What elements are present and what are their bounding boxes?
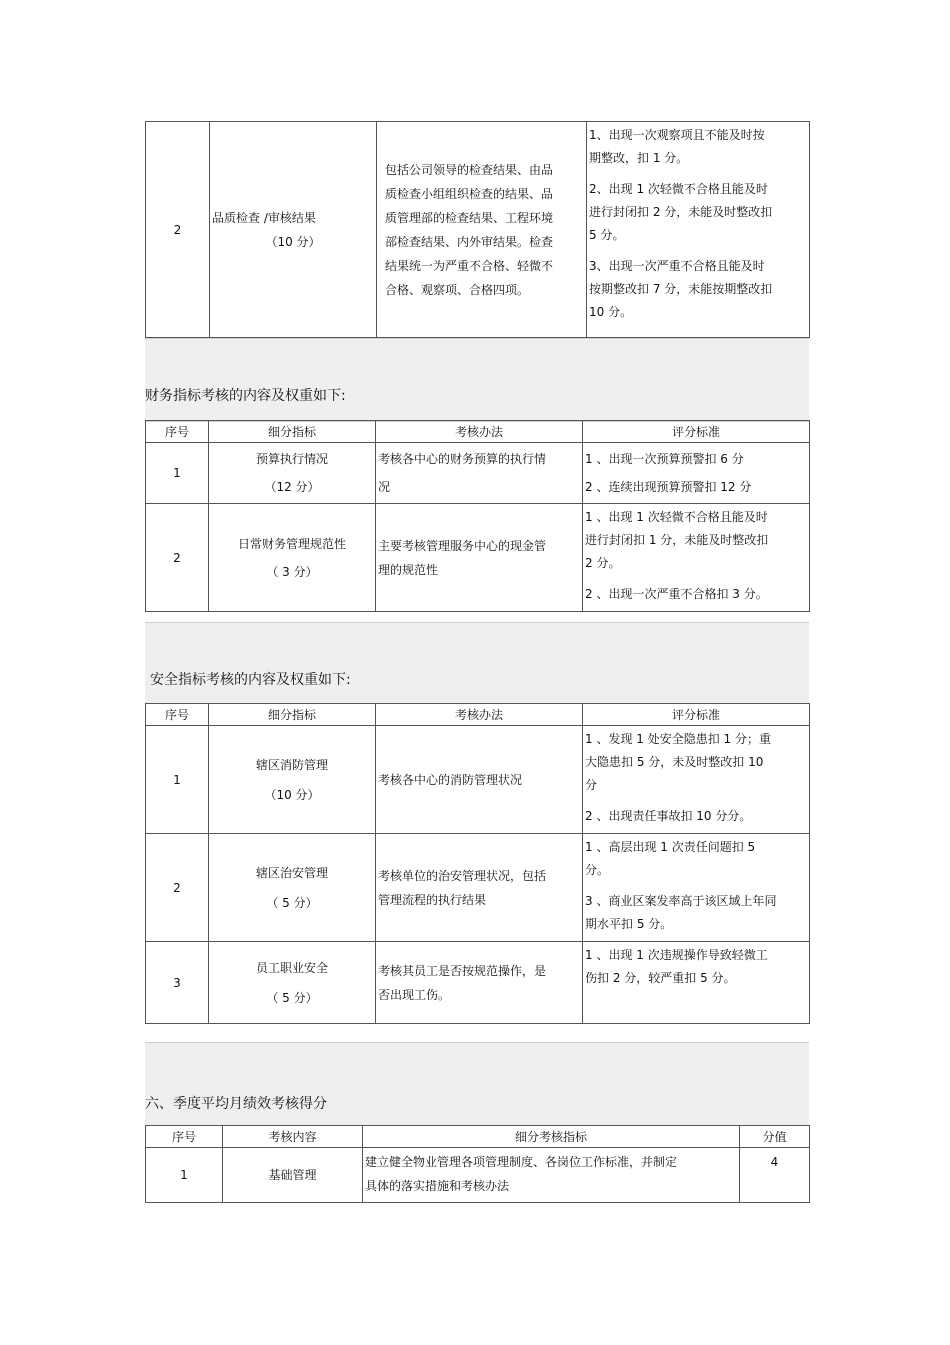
row-content: 基础管理	[223, 1148, 363, 1203]
row-item: 日常财务管理规范性 （ 3 分）	[209, 504, 376, 612]
row-item: 辖区消防管理 （10 分）	[209, 726, 376, 834]
row-method: 考核其员工是否按规范操作，是 否出现工伤。	[376, 942, 583, 1024]
safety-heading-band	[145, 622, 809, 704]
row-method: 考核各中心的财务预算的执行情 况	[376, 443, 583, 504]
finance-heading-band	[145, 338, 809, 422]
row-criteria: 1 、出现一次预算预警扣 6 分 2 、连续出现预算预警扣 12 分	[583, 443, 810, 504]
row-criteria: 1 、出现 1 次违规操作导致轻微工 伤扣 2 分，较严重扣 5 分。	[583, 942, 810, 1024]
quarter-heading: 六、季度平均月绩效考核得分	[145, 1096, 327, 1112]
row-method: 主要考核管理服务中心的现金管 理的规范性	[376, 504, 583, 612]
header-score: 分值	[740, 1126, 810, 1148]
row-no: 1	[146, 443, 209, 504]
row-score: 4	[740, 1148, 810, 1203]
quarter-table	[145, 1125, 810, 1203]
finance-heading: 财务指标考核的内容及权重如下:	[145, 388, 346, 404]
row-no: 2	[146, 122, 210, 338]
row-criteria: 1 、出现 1 次轻微不合格且能及时 进行封闭扣 1 分，未能及时整改扣 2 分。 2 、出现一次严重不合格扣 3 分。	[583, 504, 810, 612]
row-criteria: 1 、高层出现 1 次责任问题扣 5 分。 3 、商业区案发率高于该区域上年同 期水平扣 5 分。	[583, 834, 810, 942]
row-no: 3	[146, 942, 209, 1024]
table-row	[146, 942, 810, 1024]
row-no: 1	[146, 726, 209, 834]
header-item: 细分指标	[209, 421, 376, 443]
row-item: 辖区治安管理 （ 5 分）	[209, 834, 376, 942]
row-no: 2	[146, 834, 209, 942]
table-header-row	[146, 704, 810, 726]
header-item: 细分指标	[209, 704, 376, 726]
header-criteria: 评分标准	[583, 704, 810, 726]
row-item: 预算执行情况 （12 分）	[209, 443, 376, 504]
row-criteria: 1 、发现 1 处安全隐患扣 1 分；重 大隐患扣 5 分，未及时整改扣 10 分 2 、出现责任事故扣 10 分分。	[583, 726, 810, 834]
header-content: 考核内容	[223, 1126, 363, 1148]
row-method: 考核各中心的消防管理状况	[376, 726, 583, 834]
header-method: 考核办法	[376, 421, 583, 443]
table-row	[146, 726, 810, 834]
header-no: 序号	[146, 1126, 223, 1148]
quality-table	[145, 121, 810, 338]
header-no: 序号	[146, 704, 209, 726]
table-row	[146, 834, 810, 942]
quarter-heading-band	[145, 1042, 809, 1126]
row-criteria: 1、出现一次观察项且不能及时按 期整改，扣 1 分。 2、出现 1 次轻微不合格且能及时 进行封闭扣 2 分，未能及时整改扣 5 分。 3、出现一次严重不合格且能及时 按期整改扣 7 分，未能按期整改扣 10 分。	[587, 122, 810, 338]
table-row	[146, 1148, 810, 1203]
row-method: 包括公司领导的检查结果、由品 质检查小组组织检查的结果、品 质管理部的检查结果、工程环境 部检查结果、内外审结果。检查 结果统一为严重不合格、轻微不 合格、观察项、合格四项。	[377, 122, 587, 338]
table-header-row	[146, 1126, 810, 1148]
row-indicator: 建立健全物业管理各项管理制度、各岗位工作标准，并制定 具体的落实措施和考核办法	[363, 1148, 740, 1203]
table-row	[146, 122, 810, 338]
finance-table	[145, 420, 810, 612]
header-indicator: 细分考核指标	[363, 1126, 740, 1148]
row-method: 考核单位的治安管理状况，包括 管理流程的执行结果	[376, 834, 583, 942]
header-criteria: 评分标准	[583, 421, 810, 443]
safety-table	[145, 703, 810, 1024]
table-header-row	[146, 421, 810, 443]
header-method: 考核办法	[376, 704, 583, 726]
row-no: 1	[146, 1148, 223, 1203]
row-item: 员工职业安全 （ 5 分）	[209, 942, 376, 1024]
table-row	[146, 504, 810, 612]
table-row	[146, 443, 810, 504]
safety-heading: 安全指标考核的内容及权重如下:	[150, 672, 351, 688]
header-no: 序号	[146, 421, 209, 443]
row-item: 品质检查 /审核结果 （10 分）	[210, 122, 377, 338]
row-no: 2	[146, 504, 209, 612]
